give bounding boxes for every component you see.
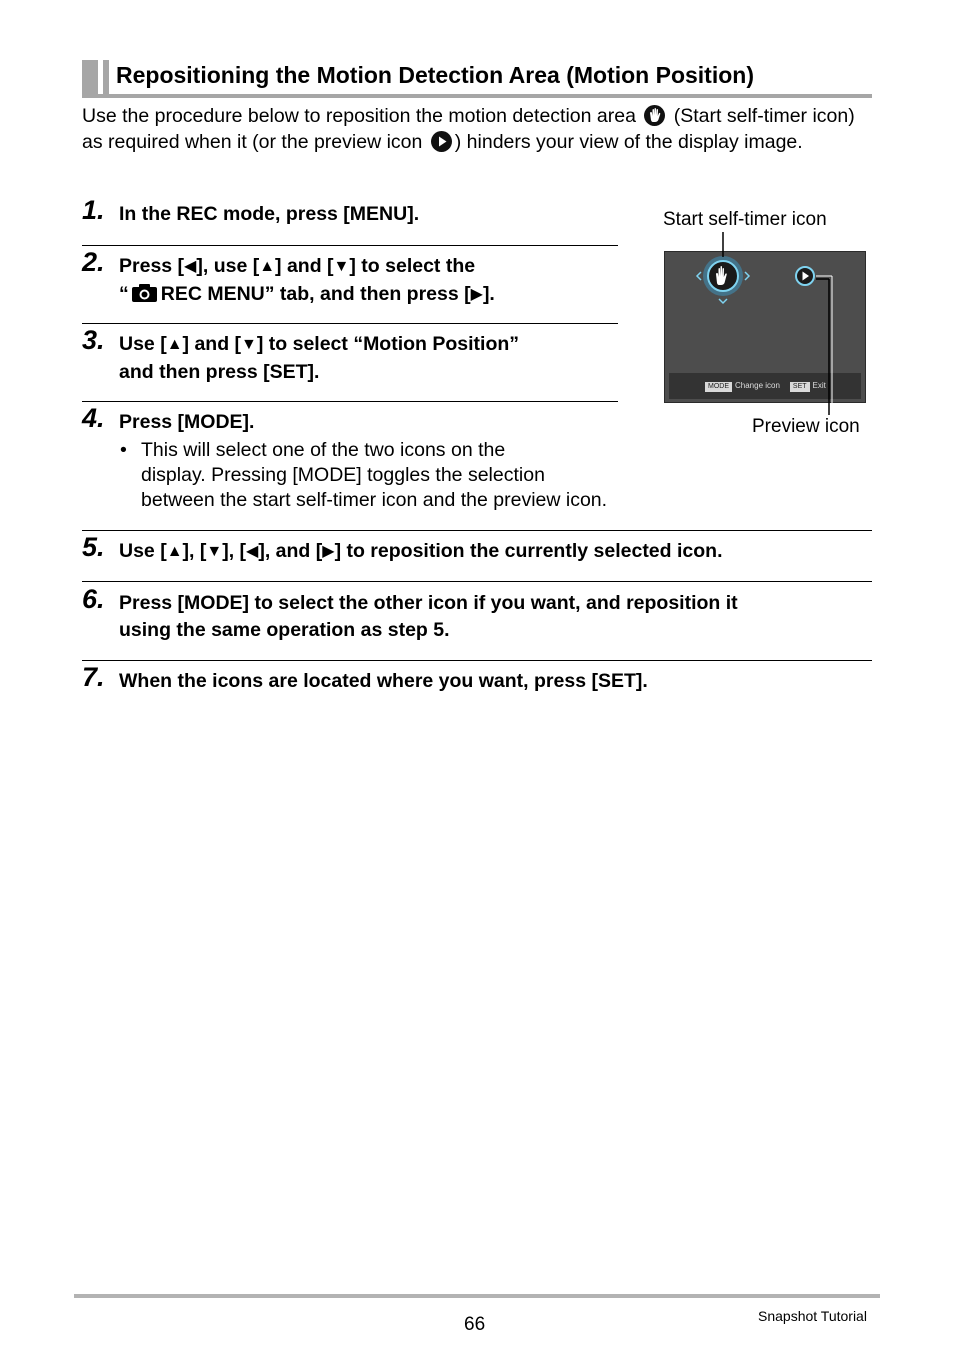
heading-bar <box>82 60 98 94</box>
step-text-fragment: ]. <box>482 282 495 305</box>
footer-divider <box>74 1294 880 1298</box>
step-text-fragment: Use [ <box>119 540 167 562</box>
step-text-fragment: ], [ <box>222 540 247 562</box>
intro-text: (Start self-timer icon) as required when it (or the preview icon <box>82 105 855 153</box>
step-text <box>119 538 722 566</box>
step-text-fragment: and then press [SET]. <box>119 360 320 383</box>
step-number: 6. <box>82 584 105 614</box>
step-text <box>119 590 738 643</box>
step-number: 5. <box>82 532 105 562</box>
step-text-fragment: using the same operation as step 5. <box>119 618 450 641</box>
step-text-fragment: REC MENU” tab, and then press [ <box>160 282 471 305</box>
intro-text: Use the procedure below to reposition the motion detection area <box>82 105 636 127</box>
camera-icon <box>131 283 158 303</box>
note-line: between the start self-timer icon and the preview icon. <box>141 489 608 511</box>
right-arrow-icon: ▶ <box>470 285 483 303</box>
step-text-fragment: ] to select the <box>349 255 476 277</box>
step-divider <box>82 245 618 246</box>
step-number: 3. <box>82 325 105 355</box>
step-text-fragment: ] and [ <box>275 255 334 277</box>
section-heading <box>82 58 872 98</box>
heading-bar <box>103 60 109 94</box>
step-text-fragment: ], and [ <box>258 540 323 562</box>
hand-icon <box>644 105 665 126</box>
section-name: Snapshot Tutorial <box>758 1308 867 1324</box>
step-text-fragment: “ <box>119 282 129 305</box>
set-button-tag: SET <box>790 382 810 392</box>
step-divider <box>82 401 618 402</box>
camera-screen-figure <box>660 200 880 450</box>
left-arrow-icon: ◀ <box>246 543 259 560</box>
page-title: Repositioning the Motion Detection Area (Motion Position) <box>116 62 754 88</box>
step-text <box>119 253 495 308</box>
bullet-dot: • <box>120 439 127 461</box>
up-arrow-icon: ▲ <box>259 258 276 275</box>
down-arrow-icon: ▼ <box>333 258 350 275</box>
step-text: When the icons are located where you want, press [SET]. <box>119 670 648 692</box>
callout-lines <box>660 200 880 450</box>
step-text <box>119 331 519 385</box>
play-icon <box>431 131 452 152</box>
step-divider <box>82 660 872 661</box>
step-divider <box>82 323 618 324</box>
step-text-fragment: ], use [ <box>196 255 260 277</box>
up-arrow-icon: ▲ <box>166 336 183 353</box>
preview-icon-label: Preview icon <box>752 416 860 437</box>
step-text-fragment: ] to reposition the currently selected icon. <box>334 540 723 562</box>
step-text-fragment: ] and [ <box>182 333 242 355</box>
down-arrow-icon: ▼ <box>241 336 257 353</box>
left-arrow-icon: ◀ <box>184 258 197 275</box>
note-line: display. Pressing [MODE] toggles the selection <box>141 464 545 486</box>
step-text-fragment: ] to select “Motion Position” <box>256 333 520 355</box>
intro-text: ) hinders your view of the display image. <box>454 130 803 153</box>
intro-paragraph <box>82 104 872 155</box>
step-text-fragment: Use [ <box>119 333 167 355</box>
step-divider <box>82 530 872 531</box>
right-arrow-icon: ▶ <box>322 543 335 560</box>
step-number: 1. <box>82 195 105 225</box>
step-divider <box>82 581 872 582</box>
note-text <box>141 438 607 513</box>
step-text-fragment: Press [ <box>119 255 185 277</box>
step-number: 4. <box>82 403 105 433</box>
hint-text: Exit <box>812 381 826 390</box>
mode-button-tag: MODE <box>705 382 732 392</box>
step-text: In the REC mode, press [MENU]. <box>119 203 420 225</box>
step-text-fragment: Press [MODE] to select the other icon if you want, and reposition it <box>119 592 738 614</box>
up-arrow-icon: ▲ <box>166 543 183 560</box>
step-text: Press [MODE]. <box>119 411 255 433</box>
hint-text: Change icon <box>735 381 780 390</box>
note-line: This will select one of the two icons on the <box>141 439 506 461</box>
page-number: 66 <box>464 1314 486 1335</box>
start-self-timer-label: Start self-timer icon <box>663 209 827 230</box>
step-number: 7. <box>82 662 105 692</box>
step-number: 2. <box>82 247 105 277</box>
down-arrow-icon: ▼ <box>206 543 223 560</box>
step-text-fragment: ], [ <box>182 540 207 562</box>
